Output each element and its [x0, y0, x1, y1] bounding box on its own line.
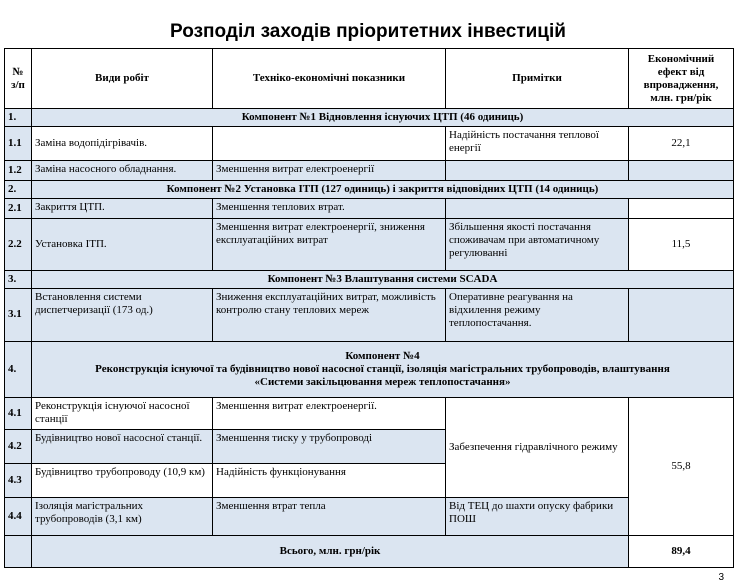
- indicator-cell: Зменшення тиску у трубопроводі: [213, 429, 446, 463]
- note-cell: Оперативне реагування на відхилення режиму теплопостачання.: [446, 289, 629, 341]
- note-cell: Забезпечення гідравлічного режиму: [446, 397, 629, 497]
- table-row: [5, 497, 734, 535]
- row-num: 4.1: [5, 397, 32, 429]
- note-cell: [446, 199, 629, 219]
- effect-value: 55,8: [629, 397, 734, 535]
- header-notes: Примітки: [446, 49, 629, 109]
- row-num: 4.: [5, 341, 32, 397]
- investment-table: [4, 48, 734, 568]
- row-num: 1.2: [5, 161, 32, 181]
- component-3-title: Компонент №3 Влаштування системи SCADA: [32, 271, 734, 289]
- component-4-title-line2: Реконструкція існуючої та будівництво нової насосної станції, ізоляція магістральних трубопроводів, влаштування: [95, 362, 670, 375]
- header-effect: Економічний ефект від впровадження, млн. грн/рік: [629, 49, 734, 109]
- table-row: [5, 219, 734, 271]
- total-label: Всього, млн. грн/рік: [32, 535, 629, 567]
- header-indicators: Техніко-економічні показники: [213, 49, 446, 109]
- component-4-title: [32, 341, 734, 397]
- effect-cell: [629, 199, 734, 219]
- row-num: 1.1: [5, 127, 32, 161]
- indicator-cell: Зменшення витрат електроенергії, зниження експлуатаційних витрат: [213, 219, 446, 271]
- work-cell: Заміна водопідігрівачів.: [32, 127, 213, 161]
- component-3-row: [5, 271, 734, 289]
- row-num: 2.2: [5, 219, 32, 271]
- note-cell: [446, 161, 629, 181]
- effect-cell: [629, 289, 734, 341]
- indicator-cell: Зменшення теплових втрат.: [213, 199, 446, 219]
- indicator-cell: [213, 127, 446, 161]
- row-num: 2.1: [5, 199, 32, 219]
- component-1-title: Компонент №1 Відновлення існуючих ЦТП (46 одиниць): [32, 109, 734, 127]
- component-4-title-line1: Компонент №4: [345, 349, 420, 362]
- effect-cell: [629, 161, 734, 181]
- indicator-cell: Зменшення витрат електроенергії: [213, 161, 446, 181]
- table-row: [5, 397, 734, 429]
- table-row: [5, 289, 734, 341]
- note-cell: Надійність постачання теплової енергії: [446, 127, 629, 161]
- component-2-row: [5, 181, 734, 199]
- header-num: № з/п: [5, 49, 32, 109]
- work-cell: Заміна насосного обладнання.: [32, 161, 213, 181]
- note-cell: Від ТЕЦ до шахти опуску фабрики ПОШ: [446, 497, 629, 535]
- component-4-row: [5, 341, 734, 397]
- work-cell: Ізоляція магістральних трубопроводів (3,1 км): [32, 497, 213, 535]
- header-works: Види робіт: [32, 49, 213, 109]
- row-num: 4.4: [5, 497, 32, 535]
- effect-value: 11,5: [629, 219, 734, 271]
- page-number: 3: [718, 572, 724, 583]
- row-num: 4.3: [5, 463, 32, 497]
- row-num: 1.: [5, 109, 32, 127]
- indicator-cell: Зниження експлуатаційних витрат, можливість контролю стану теплових мереж: [213, 289, 446, 341]
- row-num: 4.2: [5, 429, 32, 463]
- page-title: Розподіл заходів пріоритетних інвестицій: [170, 21, 566, 42]
- total-value: 89,4: [629, 535, 734, 567]
- indicator-cell: Надійність функціонування: [213, 463, 446, 497]
- total-row: [5, 535, 734, 567]
- total-num-cell: [5, 535, 32, 567]
- work-cell: Реконструкція існуючої насосної станції: [32, 397, 213, 429]
- effect-value: 22,1: [629, 127, 734, 161]
- table-row: [5, 161, 734, 181]
- work-cell: Закриття ЦТП.: [32, 199, 213, 219]
- work-cell: Встановлення системи диспетчеризації (173 од.): [32, 289, 213, 341]
- indicator-cell: Зменшення витрат електроенергії.: [213, 397, 446, 429]
- component-2-title: Компонент №2 Установка ІТП (127 одиниць) і закриття відповідних ЦТП (14 одиниць): [32, 181, 734, 199]
- row-num: 2.: [5, 181, 32, 199]
- row-num: 3.1: [5, 289, 32, 341]
- note-cell: Збільшення якості постачання споживачам при автоматичному регулюванні: [446, 219, 629, 271]
- work-cell: Будівництво нової насосної станції.: [32, 429, 213, 463]
- work-cell: Установка ІТП.: [32, 219, 213, 271]
- work-cell: Будівництво трубопроводу (10,9 км): [32, 463, 213, 497]
- table-row: [5, 199, 734, 219]
- row-num: 3.: [5, 271, 32, 289]
- indicator-cell: Зменшення втрат тепла: [213, 497, 446, 535]
- table-row: [5, 127, 734, 161]
- header-row: [5, 49, 734, 109]
- component-4-title-line3: «Системи закільцювання мереж теплопостачання»: [254, 375, 511, 388]
- component-1-row: [5, 109, 734, 127]
